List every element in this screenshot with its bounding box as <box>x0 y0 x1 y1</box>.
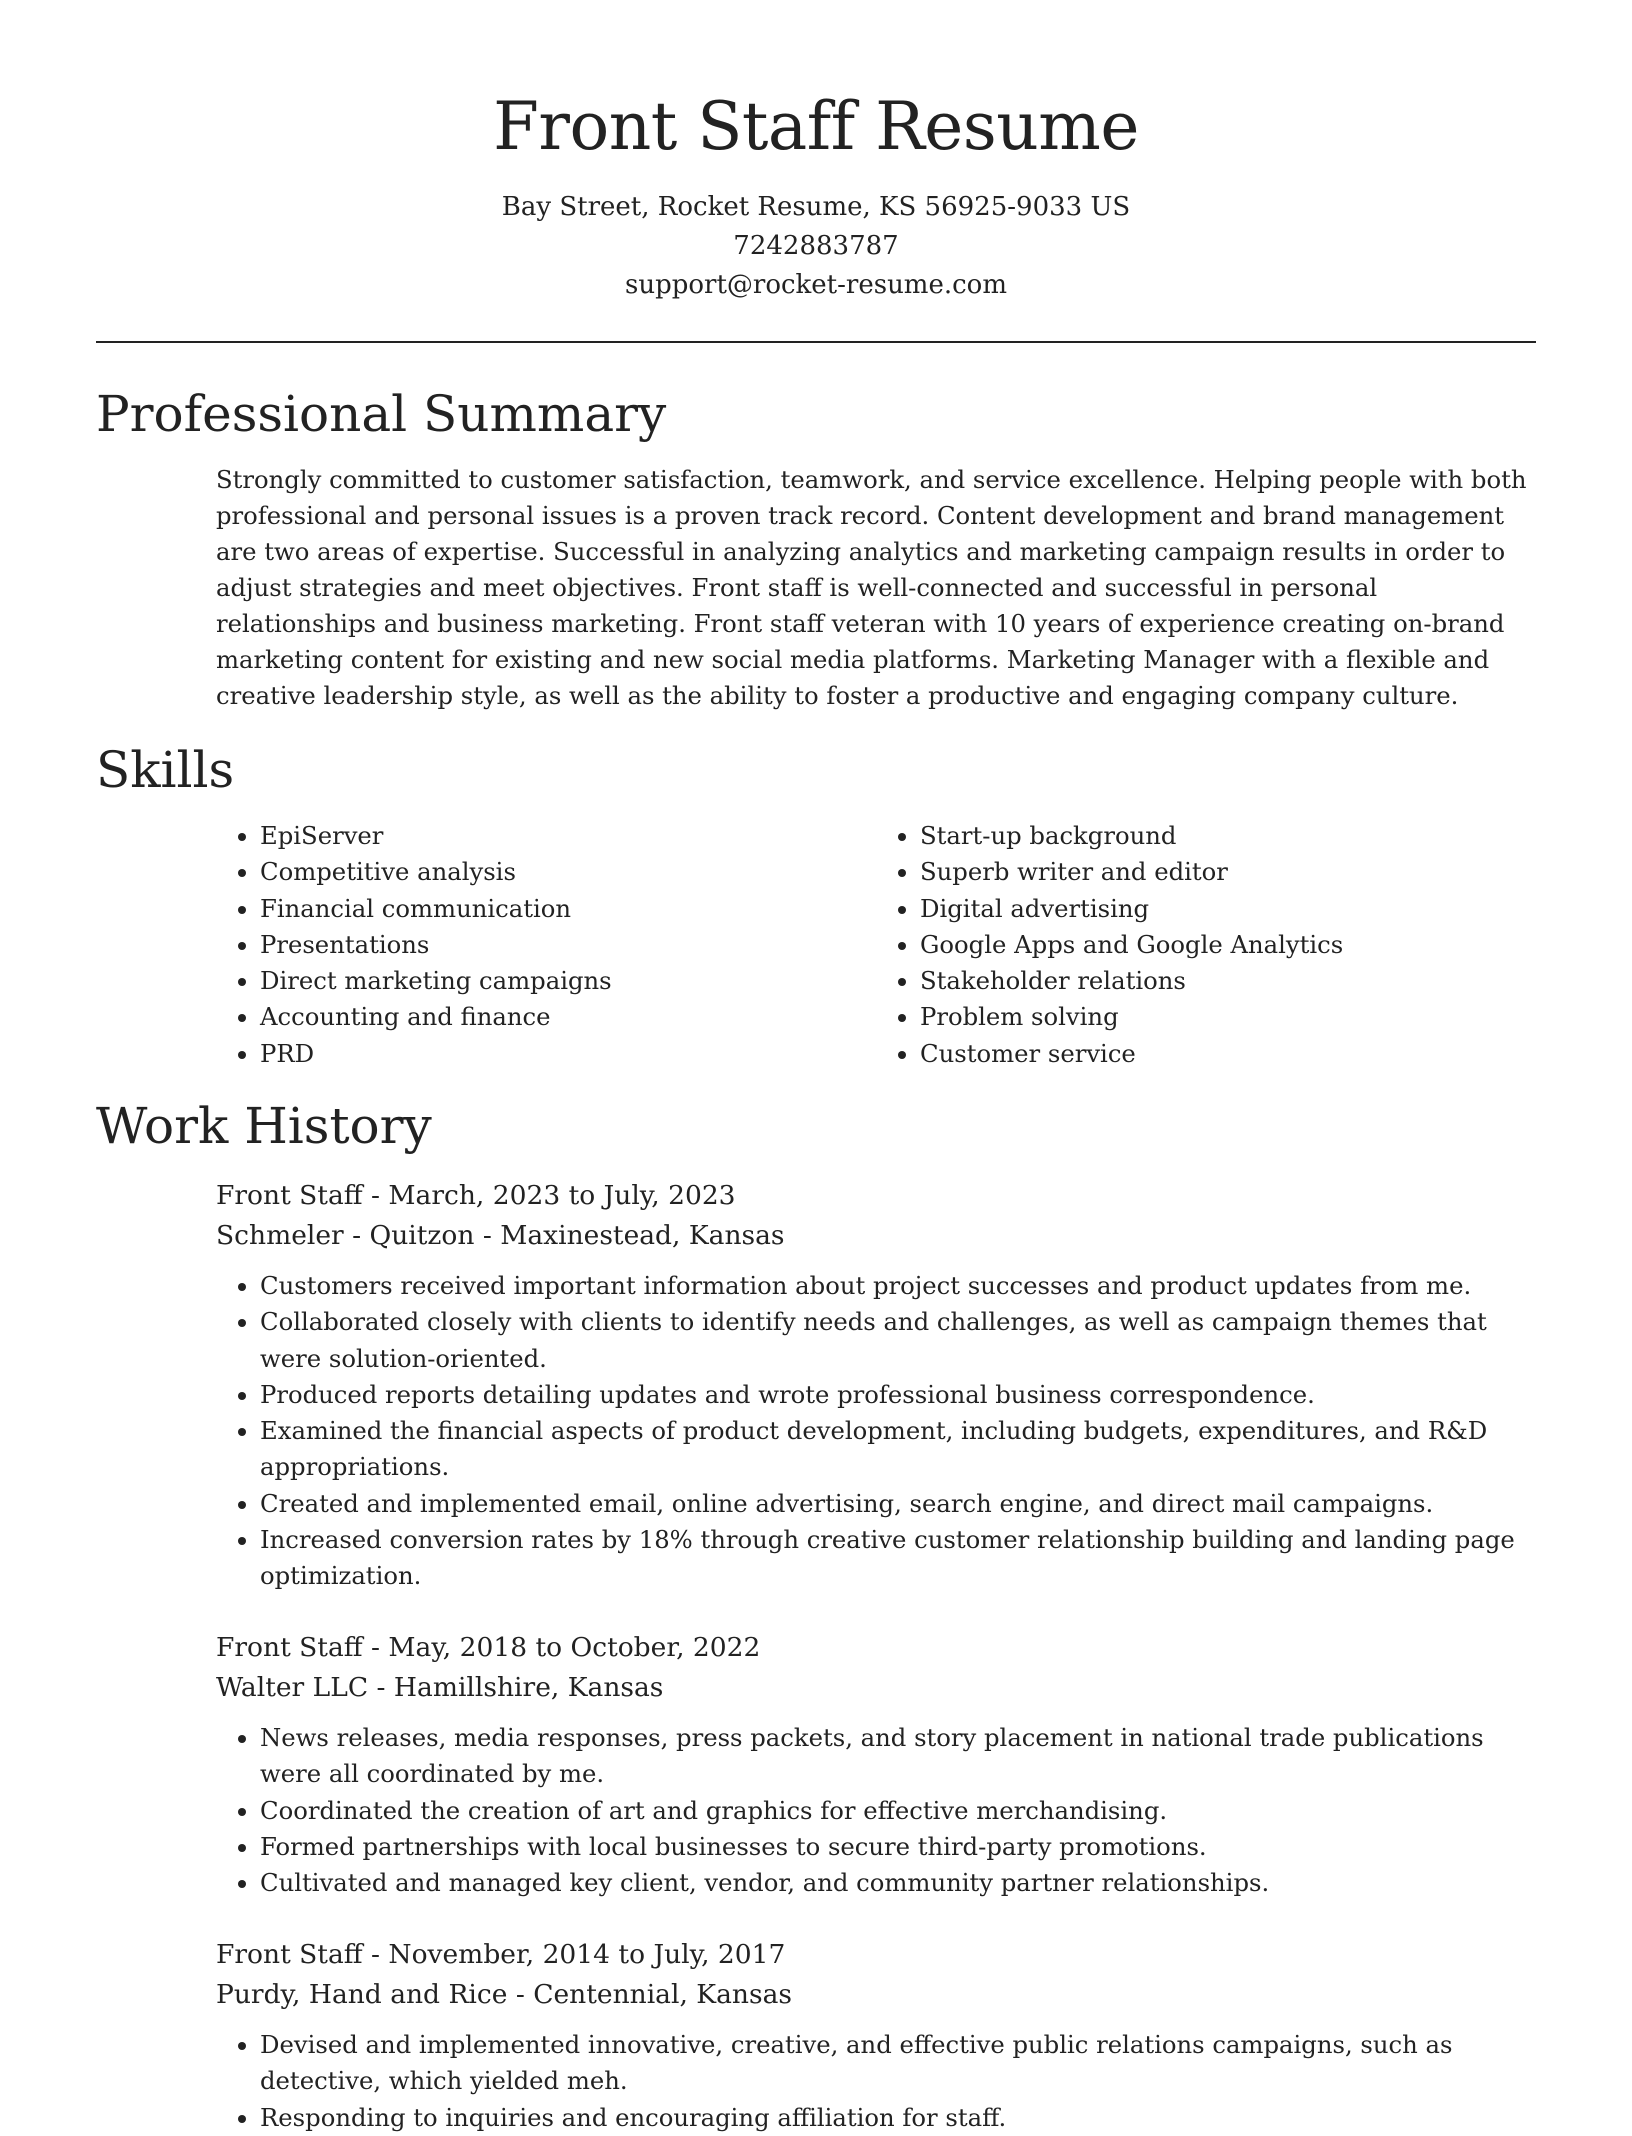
contact-phone: 7242883787 <box>733 231 899 261</box>
contact-email: support@rocket-resume.com <box>624 270 1007 300</box>
job-title-line: Front Staff - March, 2023 to July, 2023 <box>216 1180 736 1211</box>
skill-item: • Customer service <box>920 1036 1536 1072</box>
job-dates: May, 2018 to October, 2022 <box>388 1632 761 1663</box>
skills-column-right <box>876 818 1536 1072</box>
job-title: Front Staff <box>216 1180 363 1211</box>
skills-heading: Skills <box>96 741 235 799</box>
job-location: Maxinestead, Kansas <box>500 1220 785 1251</box>
job-entry <box>216 1628 1536 1901</box>
job-dates: March, 2023 to July, 2023 <box>388 1180 736 1211</box>
job-dates: November, 2014 to July, 2017 <box>388 1939 786 1970</box>
skill-item: • Presentations <box>260 927 876 963</box>
job-bullet: • Examined the financial aspects of product development, including budgets, expenditures, and R&D appropriations. <box>260 1413 1536 1486</box>
skill-item: • PRD <box>260 1036 876 1072</box>
skills-column-left <box>216 818 876 1072</box>
job-company: Schmeler - Quitzon <box>216 1220 475 1251</box>
job-bullet: • Coordinated the creation of art and graphics for effective merchandising. <box>260 1793 1536 1829</box>
job-title-line: Front Staff - November, 2014 to July, 2017 <box>216 1939 786 1970</box>
job-company: Walter LLC <box>216 1672 369 1703</box>
job-bullet: • Created and implemented email, online advertising, search engine, and direct mail campaigns. <box>260 1486 1536 1522</box>
resume-header <box>0 0 1632 305</box>
job-bullet: • Formed partnerships with local businesses to secure third-party promotions. <box>260 1829 1536 1865</box>
skills-list <box>216 818 1536 1072</box>
job-bullet: • Produced reports detailing updates and wrote professional business correspondence. <box>260 1377 1536 1413</box>
job-title-line: Front Staff - May, 2018 to October, 2022 <box>216 1632 761 1663</box>
skill-item: • EpiServer <box>260 818 876 854</box>
job-bullet: • Devised and implemented innovative, creative, and effective public relations campaigns, such as detective, which yielded meh. <box>260 2027 1536 2100</box>
job-bullet: • Responding to inquiries and encouraging affiliation for staff. <box>260 2100 1536 2136</box>
work-history-heading: Work History <box>96 1097 432 1155</box>
summary-text: Strongly committed to customer satisfaction, teamwork, and service excellence. Helping people with both professional and personal issues is a proven track record. Content development and brand management are two areas of expertise. Successful in analyzing analytics and marketing campaign results in order to adjust strategies and meet objectives. Front staff is well-connected and successful in personal relationships and business marketing. Front staff veteran with 10 years of experience creating on-brand marketing content for existing and new social media platforms. Marketing Manager with a flexible and creative leadership style, as well as the ability to foster a productive and engaging company culture. <box>216 465 1527 710</box>
job-location: Hamillshire, Kansas <box>393 1672 664 1703</box>
job-company: Purdy, Hand and Rice <box>216 1979 508 2010</box>
job-bullets <box>216 1720 1536 1901</box>
skill-item: • Superb writer and editor <box>920 854 1536 890</box>
job-entry <box>216 1935 1536 2136</box>
job-company-line: Walter LLC - Hamillshire, Kansas <box>216 1672 664 1703</box>
job-bullet: • Collaborated closely with clients to identify needs and challenges, as well as campaign themes that were solution-oriented. <box>260 1304 1536 1377</box>
skill-item: • Digital advertising <box>920 891 1536 927</box>
skill-item: • Problem solving <box>920 999 1536 1035</box>
contact-address: Bay Street, Rocket Resume, KS 56925-9033 US <box>501 192 1131 222</box>
job-bullet: • Cultivated and managed key client, vendor, and community partner relationships. <box>260 1865 1536 1901</box>
skill-item: • Financial communication <box>260 891 876 927</box>
resume-name: Front Staff Resume <box>493 88 1139 165</box>
job-company-line: Purdy, Hand and Rice - Centennial, Kansas <box>216 1979 792 2010</box>
skill-item: • Direct marketing campaigns <box>260 963 876 999</box>
job-bullets <box>216 1268 1536 1595</box>
job-title: Front Staff <box>216 1939 363 1970</box>
skill-item: • Competitive analysis <box>260 854 876 890</box>
contact-info <box>0 188 1632 305</box>
skill-item: • Google Apps and Google Analytics <box>920 927 1536 963</box>
skill-item: • Accounting and finance <box>260 999 876 1035</box>
skill-item: • Start-up background <box>920 818 1536 854</box>
skill-item: • Stakeholder relations <box>920 963 1536 999</box>
job-bullet: • News releases, media responses, press packets, and story placement in national trade publications were all coordinated by me. <box>260 1720 1536 1793</box>
job-bullet: • Increased conversion rates by 18% through creative customer relationship building and landing page optimization. <box>260 1522 1536 1595</box>
job-location: Centennial, Kansas <box>533 1979 792 2010</box>
job-title: Front Staff <box>216 1632 363 1663</box>
job-company-line: Schmeler - Quitzon - Maxinestead, Kansas <box>216 1220 785 1251</box>
job-bullet: • Customers received important information about project successes and product updates from me. <box>260 1268 1536 1304</box>
job-bullets <box>216 2027 1536 2136</box>
job-entry <box>216 1176 1536 1595</box>
summary-heading: Professional Summary <box>96 385 667 443</box>
header-divider <box>96 341 1536 343</box>
